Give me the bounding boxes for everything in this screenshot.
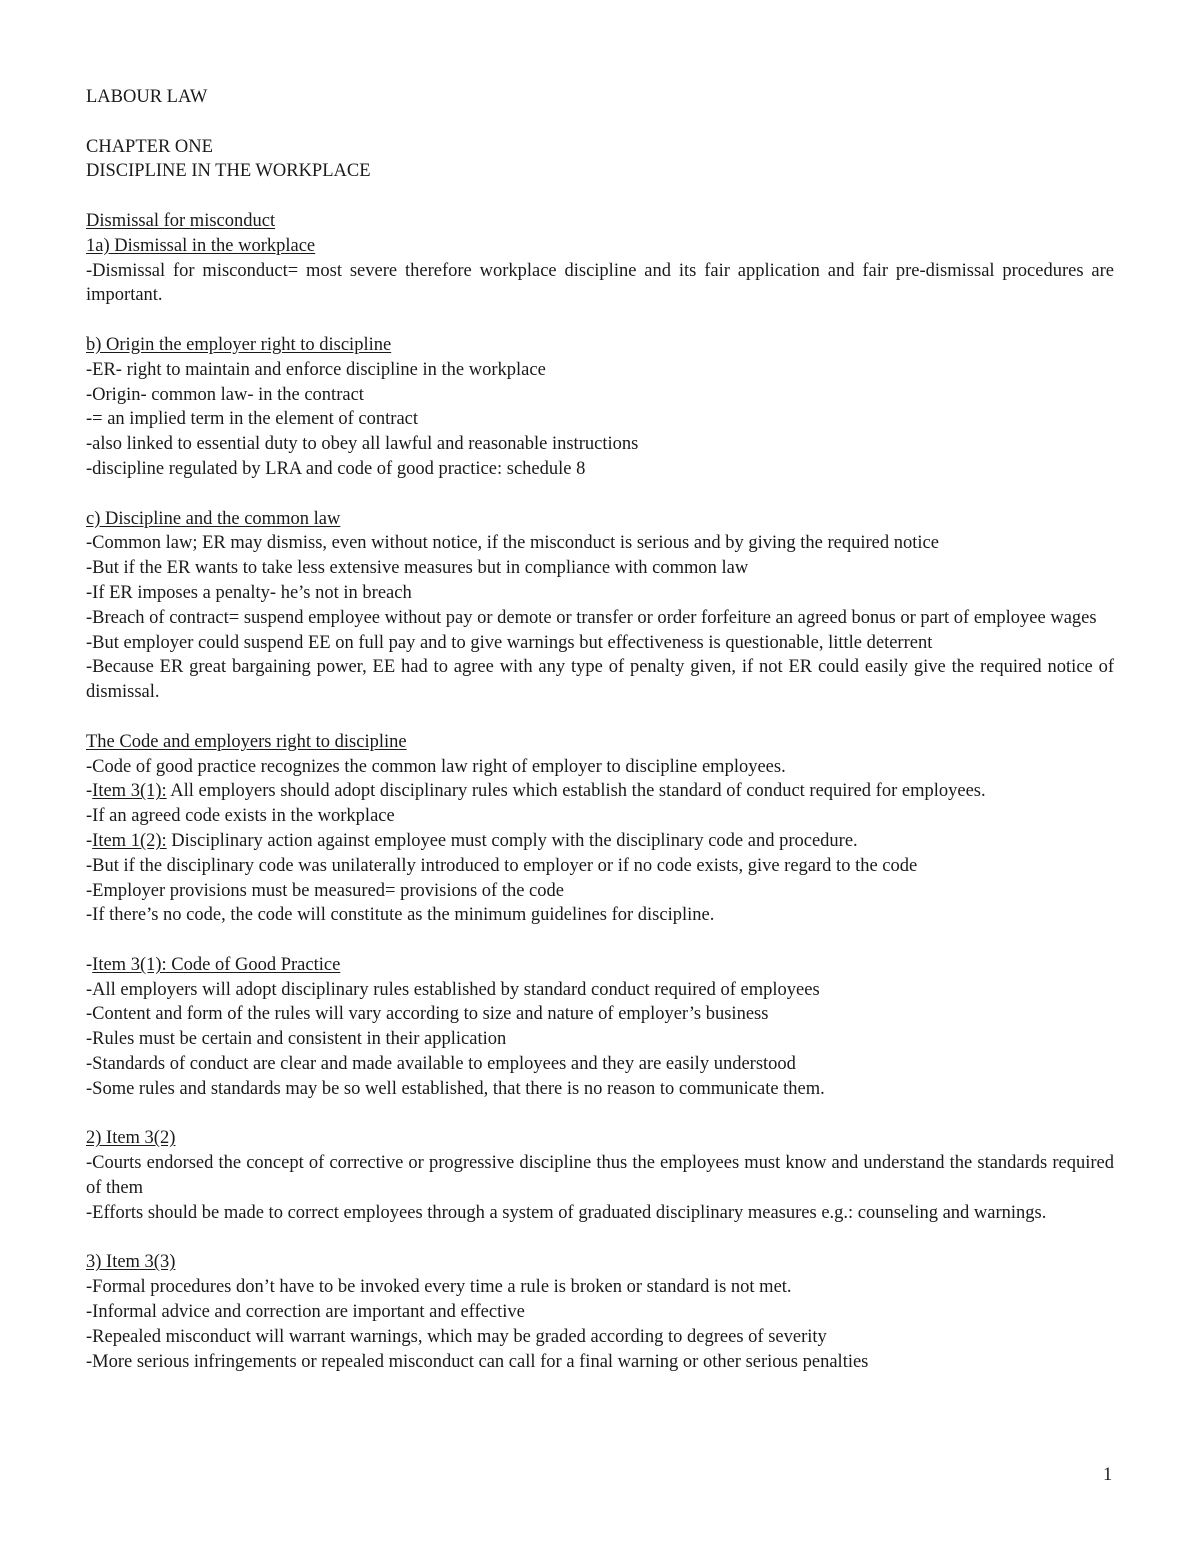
paragraph: -More serious infringements or repealed misconduct can call for a final warning or other serious penalties [86, 1351, 869, 1372]
paragraph: -also linked to essential duty to obey all lawful and reasonable instructions [86, 434, 639, 455]
dash: - [86, 781, 93, 802]
spacer [86, 482, 1114, 507]
spacer [86, 184, 1114, 209]
spacer [86, 1226, 1114, 1251]
paragraph: -Breach of contract= suspend employee without pay or demote or transfer or order forfeiture an agreed bonus or part of employee wages [86, 607, 1097, 628]
subsection-heading-1a: 1a) Dismissal in the workplace [86, 235, 316, 256]
paragraph: -If an agreed code exists in the workplace [86, 806, 395, 827]
spacer [86, 705, 1114, 730]
spacer [86, 110, 1114, 135]
paragraph: -Rules must be certain and consistent in their application [86, 1029, 507, 1050]
section-heading-origin: b) Origin the employer right to discipline [86, 334, 392, 355]
paragraph: -All employers will adopt disciplinary rules established by standard conduct required of employees [86, 979, 820, 1000]
paragraph-item-1-2 [86, 829, 1114, 854]
section-heading-item-3-1 [86, 953, 1114, 978]
paragraph: -Repealed misconduct will warrant warnings, which may be graded according to degrees of severity [86, 1326, 827, 1347]
paragraph: -Informal advice and correction are important and effective [86, 1302, 525, 1323]
paragraph: -But if the disciplinary code was unilaterally introduced to employer or if no code exists, give regard to the code [86, 855, 918, 876]
item-text: Disciplinary action against employee must comply with the disciplinary code and procedure. [166, 830, 858, 851]
section-heading-dismissal: Dismissal for misconduct [86, 210, 276, 231]
spacer [86, 308, 1114, 333]
paragraph: -Origin- common law- in the contract [86, 384, 364, 405]
paragraph: -Dismissal for misconduct= most severe therefore workplace discipline and its fair application and fair pre-dismissal procedures are important. [86, 260, 1114, 306]
item-text: All employers should adopt disciplinary rules which establish the standard of conduct required for employees. [166, 781, 986, 802]
paragraph: -ER- right to maintain and enforce discipline in the workplace [86, 359, 546, 380]
spacer [86, 928, 1114, 953]
paragraph: -= an implied term in the element of contract [86, 409, 419, 430]
paragraph: -Content and form of the rules will vary according to size and nature of employer’s business [86, 1004, 769, 1025]
page-number: 1 [1103, 1465, 1113, 1485]
paragraph: -Courts endorsed the concept of corrective or progressive discipline thus the employees must know and understand the standards required of them [86, 1153, 1114, 1199]
item-reference: Item 1(2): [92, 830, 167, 851]
section-heading-common-law: c) Discipline and the common law [86, 508, 341, 529]
paragraph: -Employer provisions must be measured= provisions of the code [86, 880, 564, 901]
section-heading-item-3-3: 3) Item 3(3) [86, 1252, 176, 1273]
paragraph: -But employer could suspend EE on full pay and to give warnings but effectiveness is questionable, little deterrent [86, 632, 933, 653]
paragraph: -Standards of conduct are clear and made available to employees and they are easily understood [86, 1054, 796, 1075]
paragraph: -Efforts should be made to correct employees through a system of graduated disciplinary measures e.g.: counseling and warnings. [86, 1202, 1047, 1223]
document-body [86, 85, 1114, 1374]
paragraph: -Common law; ER may dismiss, even without notice, if the misconduct is serious and by giving the required notice [86, 533, 939, 554]
paragraph: -But if the ER wants to take less extensive measures but in compliance with common law [86, 558, 749, 579]
section-heading-code: The Code and employers right to discipline [86, 731, 407, 752]
document-title: LABOUR LAW [86, 87, 208, 107]
chapter-label: CHAPTER ONE [86, 136, 213, 157]
dash: - [86, 830, 93, 851]
paragraph: -Code of good practice recognizes the common law right of employer to discipline employees. [86, 756, 786, 777]
paragraph-item-3-1 [86, 779, 1114, 804]
heading-text: Item 3(1): Code of Good Practice [92, 954, 341, 975]
paragraph: -Some rules and standards may be so well established, that there is no reason to communicate them. [86, 1078, 825, 1099]
paragraph: -If there’s no code, the code will constitute as the minimum guidelines for discipline. [86, 905, 715, 926]
section-heading-item-3-2: 2) Item 3(2) [86, 1128, 176, 1149]
paragraph: -Because ER great bargaining power, EE had to agree with any type of penalty given, if not ER could easily give the required notice of dismissal. [86, 657, 1114, 703]
dash: - [86, 954, 93, 975]
item-reference: Item 3(1): [92, 781, 167, 802]
paragraph: -Formal procedures don’t have to be invoked every time a rule is broken or standard is not met. [86, 1277, 792, 1298]
spacer [86, 1102, 1114, 1127]
paragraph: -If ER imposes a penalty- he’s not in breach [86, 582, 412, 603]
chapter-title: DISCIPLINE IN THE WORKPLACE [86, 161, 371, 182]
paragraph: -discipline regulated by LRA and code of good practice: schedule 8 [86, 458, 586, 479]
